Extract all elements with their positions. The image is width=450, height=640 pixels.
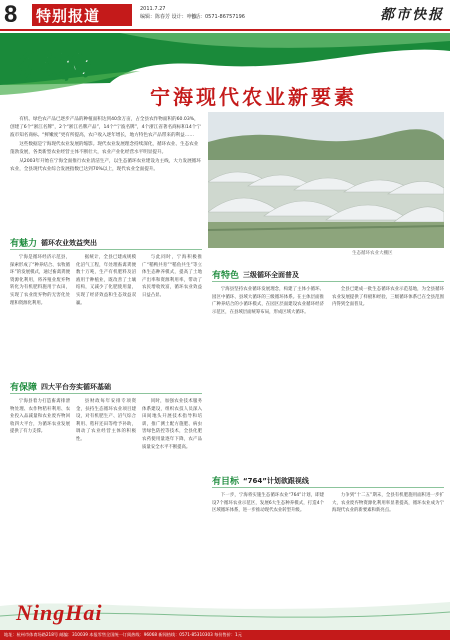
issue-date: 2011.7.27 [140,6,166,12]
section-column [76,254,136,308]
banner-kicker: 循环： [16,49,106,84]
lead-paragraph: 从2003年开始在宁海全面推行农业清洁生产，以生态循环农业建设为主线，大力发展循环农业，全县现代农业综合发展指数已达到70%以上，现代农业全面提升。 [10,159,201,172]
section-column [332,286,444,310]
section-title: 特别报道 [36,7,101,25]
page-header [0,0,450,30]
section-paragraph: 同时，加强农业技术服务体系建设，组织农技人员深入田间地头开展技术指导和培训，推广测土配方施肥、病虫害绿色防控等技术，全县化肥农药使用量逐年下降，农产品质量安全水平不断提高。 [142,399,202,450]
section-tag: 有特色 [212,271,240,281]
section-tag: 有保障 [10,383,38,393]
section-subtitle: “764”计划欲跟视线 [243,476,309,485]
section-column [76,398,136,445]
section-paragraph: 据统计，全县已建成规模化沼气工程，年处理畜禽粪便数十万吨，生产有机肥料及沼液用于种植业，既改善了土壤结构，又减少了化肥使用量，实现了经济效益和生态效益双赢。 [76,255,136,306]
headline: 宁海现代农业新要素 [150,85,357,109]
section-column [10,398,70,437]
section-heading-goal [212,474,444,487]
section-paragraph: 宁海是循环经济示范县，探索形成了“种养结合、农牧循环”的发展模式，通过畜禽粪便资源化利用，将养殖业废弃物转化为有机肥料施用于农田，实现了农业废弃物的无害化处理和资源化利用。 [10,255,70,306]
section-column [212,492,324,516]
lead-paragraphs [10,116,202,175]
section-subtitle: 四大平台夯实循环基础 [41,382,112,391]
page-number: 8 [4,1,18,28]
section-paragraph: 县财政每年安排专项资金，扶持生态循环农业项目建设，对有机肥生产、沼气综合利用、秸秆还田等给予补助，调动了农业经营主体的积极性。 [76,399,136,442]
issue-info [140,5,197,21]
section-column [212,286,324,317]
photo-caption: 生态循环农业大棚区 [352,251,393,256]
lead-paragraph: 这些数据是宁海现代农业发展的缩影。现代农业发展理念持续深化，循环农业、生态农业蓬勃发展，各类新型农业经营主体不断壮大，农业产业化经营水平明显提升。 [10,142,199,155]
greenhouse-photo [208,112,444,248]
section-tag: 有魅力 [10,239,38,249]
section-column [142,254,202,301]
newspaper-masthead: 都市快报 [380,7,444,23]
section-paragraph: 力争到“十二五”期末，全县有机肥施用面积进一步扩大，农业废弃物资源化利用率显著提高，循环农业成为宁海现代农业的新要素和新亮点。 [332,493,444,514]
section-column [10,254,70,308]
section-paragraph: 宁海县坚持农业循环发展理念，构建了主体小循环、园区中循环、县域大循环的三级循环体系。在主体层面推广种养结合的小循环模式，在园区层面建设农业循环经济示范区，在县域层面统筹布局，形成区域大循环。 [212,287,324,315]
section-heading-charm [10,236,202,249]
section-heading-support [10,380,202,393]
issue-editor: 编辑：陈春芳 设计：叶波 [140,14,197,20]
issue-phone: 电话：0571-86757196 [190,14,245,20]
footer-imprint: 地址：杭州市体育场路218号 邮编：310039 本报零售全国统一订阅热线：96068 新闻热线：0571-85310303 每份售价：1元 [4,632,242,637]
headline-banner [0,33,450,108]
ninghai-brand: NingHai [16,600,103,625]
section-heading-feature [212,268,444,281]
section-paragraph: 与此同时，宁海积极推广“稻鸭共育”“稻鱼共生”等立体生态种养模式，提高了土地产出率和资源利用率，带动了农民增收致富，循环农业效益日益凸显。 [142,255,202,298]
section-subtitle: 三级循环全面普及 [243,270,300,279]
section-column [142,398,202,452]
section-paragraph: 全县已建成一批生态循环农业示范基地，为全县循环农业发展提供了样板和经验，三级循环体系已在全县范围内得到全面普及。 [332,287,444,308]
section-tag: 有目标 [212,477,240,487]
section-paragraph: 下一步，宁海将实施生态循环农业“764”计划，即建设7个循环农业示范区，发展6大生态种养模式，打造4个区域循环体系，进一步推动现代农业转型升级。 [212,493,324,514]
header-rule [0,29,450,31]
lead-paragraph: 有机、绿色农产品已逐步产品的种植面积达到40余万亩，占全县农作物面积的60.03%，创建了6个“浙江名牌”，2个“浙江名牌产品”，14个“宁波名牌”，4个浙江省著名商标和14个宁波市知名商标。“鲜嫩度”更有所提高，农户收入逐年增长，地方特色农产品带来的利益…… [10,117,201,138]
section-column [332,492,444,516]
section-paragraph: 宁海县着力打造畜禽排泄物处理、农作物秸秆利用、农业投入品减量和农业废弃物回收四大平台，为循环农业发展提供了有力支撑。 [10,399,70,435]
section-subtitle: 循环农业效益突出 [41,238,98,247]
